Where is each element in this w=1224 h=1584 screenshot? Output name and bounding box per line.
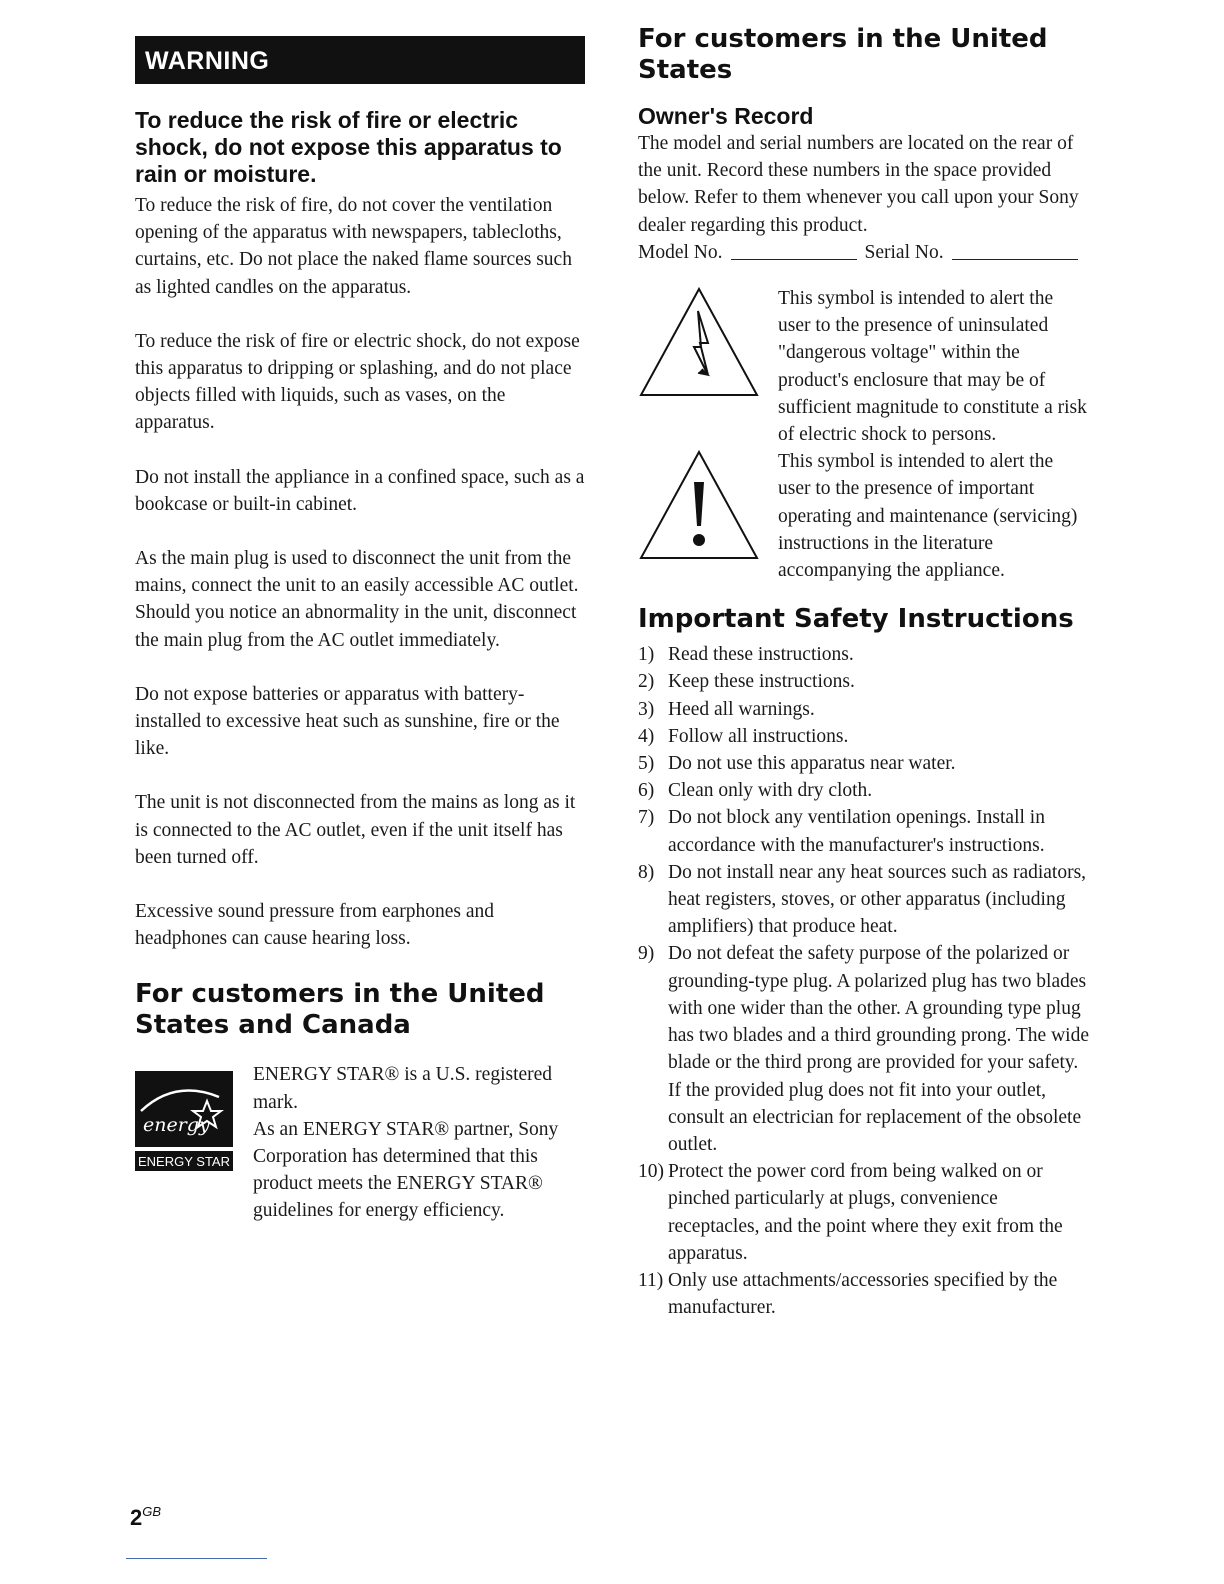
energy-star-logo xyxy=(135,1071,233,1224)
serial-blank xyxy=(952,239,1078,260)
owners-record-heading: Owner's Record xyxy=(638,103,814,129)
list-item: 6) Clean only with dry cloth. xyxy=(638,780,873,802)
symbol1-text: This symbol is intended to alert the user to the presence of uninsulated "dangerous voltage" within the product's enclosure that may be of sufficient magnitude to constitute a risk of electric shock to persons. xyxy=(778,288,1087,446)
warning-paragraph: To reduce the risk of fire, do not cover the ventilation opening of the apparatus with newspapers, tablecloths, curtains, etc. Do not place the naked flame sources such as lighted candles on the apparatus. xyxy=(135,195,572,298)
serial-label: Serial No. xyxy=(864,241,944,263)
list-item: 5) Do not use this apparatus near water. xyxy=(638,753,956,775)
energy-logo-label: ENERGY STAR xyxy=(138,1154,230,1170)
safety-instructions-list xyxy=(638,641,1090,1321)
list-item: 10) Protect the power cord from being walked on or pinched particularly at plugs, convenience receptacles, and the point where they exit from the apparatus. xyxy=(638,1161,1063,1264)
warning-paragraph: Do not expose batteries or apparatus with battery-installed to excessive heat such as sunshine, fire or the like. xyxy=(135,683,560,760)
list-item: 11) Only use attachments/accessories specified by the manufacturer. xyxy=(638,1269,1058,1319)
list-item: 3) Heed all warnings. xyxy=(638,698,815,720)
left-column xyxy=(135,36,585,1225)
page-suffix: GB xyxy=(142,1504,162,1519)
energy-logo-script: energy xyxy=(143,1114,210,1137)
symbol-row-exclamation xyxy=(638,448,1090,584)
page-number xyxy=(130,1505,161,1531)
warning-paragraph: Excessive sound pressure from earphones and headphones can cause hearing loss. xyxy=(135,901,495,950)
list-item: 1) Read these instructions. xyxy=(638,644,854,666)
lightning-triangle-icon xyxy=(638,285,778,448)
list-item: 4) Follow all instructions. xyxy=(638,725,849,747)
right-column xyxy=(638,24,1090,1321)
footer-rule xyxy=(126,1558,267,1559)
exclamation-triangle-icon xyxy=(638,448,778,584)
warning-paragraph: As the main plug is used to disconnect the unit from the mains, connect the unit to an easily accessible AC outlet. Should you notice an abnormality in the unit, disconnect the main plug from the AC outlet immediately. xyxy=(135,548,579,651)
page-number-value: 2 xyxy=(130,1505,143,1530)
warning-banner: WARNING xyxy=(135,36,585,84)
energy-line-1: ENERGY STAR® is a U.S. registered mark. xyxy=(253,1064,553,1113)
energy-line-2: As an ENERGY STAR® partner, Sony Corporation has determined that this product meets the ENERGY STAR® guidelines for energy efficiency. xyxy=(253,1118,559,1222)
owners-record-text: The model and serial numbers are located on the rear of the unit. Record these numbers in the space provided below. Refer to them whenever you call upon your Sony dealer regarding this product. xyxy=(638,133,1079,236)
model-label: Model No. xyxy=(638,241,723,263)
warning-paragraph: To reduce the risk of fire or electric shock, do not expose this apparatus to dripping or splashing, and do not place objects filled with liquids, such as vases, on the apparatus. xyxy=(135,330,580,434)
us-canada-heading: For customers in the United States and Canada xyxy=(135,979,545,1041)
safety-heading: Important Safety Instructions xyxy=(638,604,1074,635)
energy-star-text xyxy=(253,1061,585,1224)
model-serial-line xyxy=(638,239,1090,266)
symbol2-text: This symbol is intended to alert the user to the presence of important operating and maintenance (servicing) instructions in the literature accompanying the appliance. xyxy=(778,451,1078,582)
list-item: 8) Do not install near any heat sources such as radiators, heat registers, stoves, or other apparatus (including amplifiers) that produce heat. xyxy=(638,861,1087,938)
energy-star-section xyxy=(135,1061,585,1224)
warning-paragraph: The unit is not disconnected from the mains as long as it is connected to the AC outlet, even if the unit itself has been turned off. xyxy=(135,792,576,868)
warning-heading: To reduce the risk of fire or electric shock, do not expose this apparatus to rain or moisture. xyxy=(135,107,562,187)
symbol-row-voltage xyxy=(638,285,1090,448)
us-heading: For customers in the United States xyxy=(638,24,1048,85)
list-item: 9) Do not defeat the safety purpose of the polarized or grounding-type plug. A polarized plug has two blades with one wider than the other. A grounding type plug has two blades and a third grounding prong. The wide blade or the third prong are provided for your safety. If the provided plug does not fit into your outlet, consult an electrician for replacement of the obsolete outlet. xyxy=(638,943,1089,1155)
model-blank xyxy=(731,239,857,260)
warning-paragraph: Do not install the appliance in a confined space, such as a bookcase or built-in cabinet. xyxy=(135,466,585,515)
list-item: 2) Keep these instructions. xyxy=(638,671,855,693)
list-item: 7) Do not block any ventilation openings. Install in accordance with the manufacturer's instructions. xyxy=(638,807,1045,856)
